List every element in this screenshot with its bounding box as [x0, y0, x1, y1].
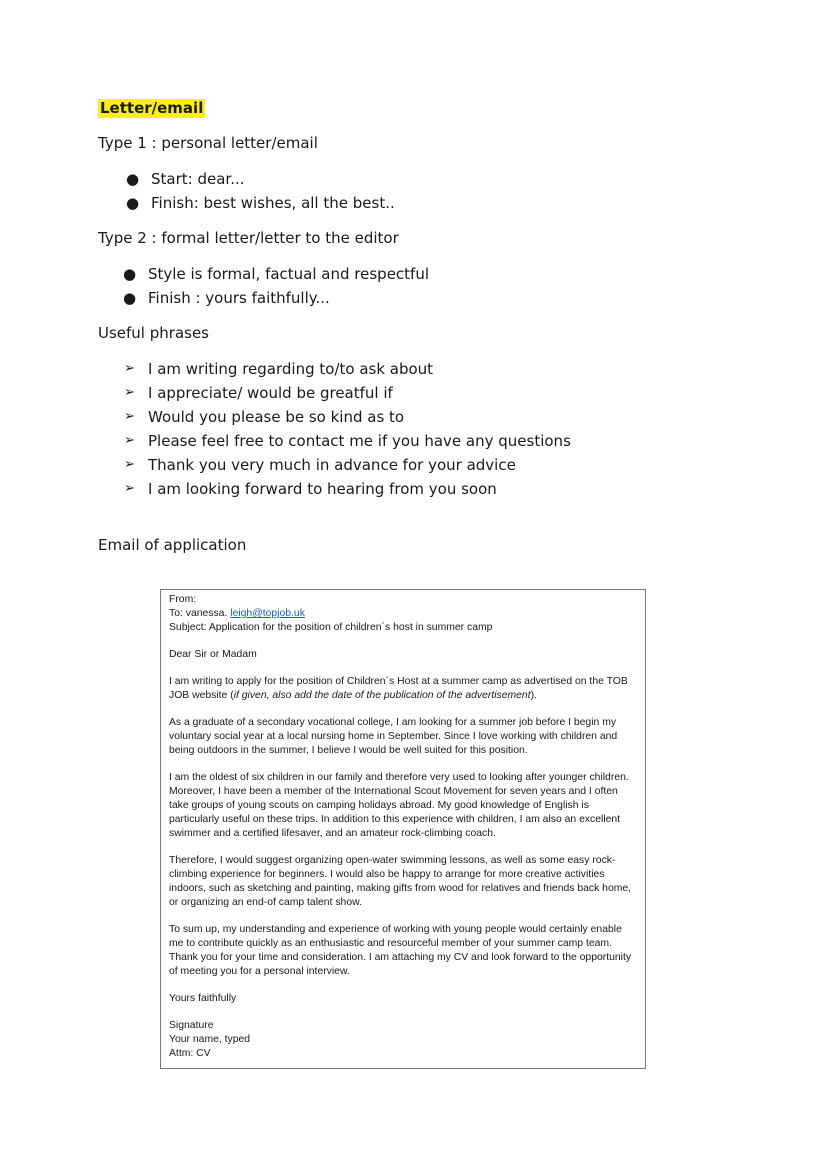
- arrow-bullet-icon: ➢: [124, 385, 135, 400]
- email-signature: Signature: [169, 1020, 214, 1031]
- email-paragraph-3: I am the oldest of six children in our family and therefore very used to looking after younger children. Moreover, I have been a member of the International Scout Movement for seven years and I often take groups of young scouts on camping holidays abroad. My good knowledge of English is particularly useful on these trips. In addition to this experience with children, I am also an excellent swimmer and a certified lifesaver, and an amateur rock-climbing coach.: [169, 772, 629, 839]
- email-address-link[interactable]: leigh@topjob.uk: [230, 608, 305, 619]
- email-closing: Yours faithfully: [169, 993, 237, 1004]
- type2-title: Type 2 : formal letter/letter to the editor: [98, 229, 399, 247]
- list-item: ● Finish: best wishes, all the best..: [151, 191, 395, 215]
- list-item: ➢ Thank you very much in advance for your advice: [148, 453, 571, 477]
- list-item: ● Finish : yours faithfully...: [148, 286, 429, 310]
- bullet-icon: ●: [123, 265, 137, 283]
- email-to: To: vanessa. leigh@topjob.uk: [169, 608, 305, 619]
- useful-phrases-title: Useful phrases: [98, 324, 209, 342]
- list-item: ➢ I am looking forward to hearing from you soon: [148, 477, 571, 501]
- arrow-bullet-icon: ➢: [124, 481, 135, 496]
- email-paragraph-2: As a graduate of a secondary vocational college, I am looking for a summer job before I begin my voluntary social year at a local nursing home in September. Since I love working with children and being outdoors in the summer, I believe I would be well suited for this position.: [169, 717, 618, 756]
- useful-phrases-list: [124, 357, 571, 501]
- arrow-bullet-icon: ➢: [124, 433, 135, 448]
- list-item: ● Start: dear...: [151, 167, 395, 191]
- list-item: ➢ I am writing regarding to/to ask about: [148, 357, 571, 381]
- list-item: ➢ Please feel free to contact me if you have any questions: [148, 429, 571, 453]
- email-sample-box: [160, 589, 646, 1069]
- bullet-icon: ●: [126, 194, 140, 212]
- type1-title: Type 1 : personal letter/email: [98, 134, 318, 152]
- arrow-bullet-icon: ➢: [124, 361, 135, 376]
- application-title: Email of application: [98, 536, 247, 554]
- type2-bullet-list: [123, 262, 430, 310]
- email-subject: Subject: Application for the position of children´s host in summer camp: [169, 622, 493, 633]
- bullet-icon: ●: [126, 170, 140, 188]
- list-item: ➢ Would you please be so kind as to: [148, 405, 571, 429]
- email-paragraph-5: To sum up, my understanding and experience of working with young people would certainly enable me to contribute quickly as an enthusiastic and resourceful member of your summer camp team. Thank you for your time and consideration. I am attaching my CV and look forward to the opportunity of meeting you for a personal interview.: [169, 924, 632, 977]
- list-item: ● Style is formal, factual and respectful: [148, 262, 429, 286]
- bullet-icon: ●: [123, 289, 137, 307]
- type1-bullet-list: [126, 167, 395, 215]
- email-name-typed: Your name, typed: [169, 1034, 251, 1045]
- arrow-bullet-icon: ➢: [124, 457, 135, 472]
- page-heading: Letter/email: [100, 99, 204, 117]
- list-item: ➢ I appreciate/ would be greatful if: [148, 381, 571, 405]
- email-greeting: Dear Sir or Madam: [169, 649, 257, 660]
- arrow-bullet-icon: ➢: [124, 409, 135, 424]
- email-paragraph-4: Therefore, I would suggest organizing open-water swimming lessons, as well as some easy rock-climbing experience for beginners. I would also be happy to arrange for more creative activities indoors, such as sketching and painting, making gifts from wood for relatives and friends back home, or organizing an end-of camp talent show.: [169, 855, 632, 908]
- email-paragraph-1: I am writing to apply for the position of Children´s Host at a summer camp as advertised on the TOB JOB website (if given, also add the date of the publication of the advertisement).: [169, 676, 628, 701]
- email-from: From:: [169, 594, 197, 605]
- email-attachment: Attm: CV: [169, 1048, 211, 1059]
